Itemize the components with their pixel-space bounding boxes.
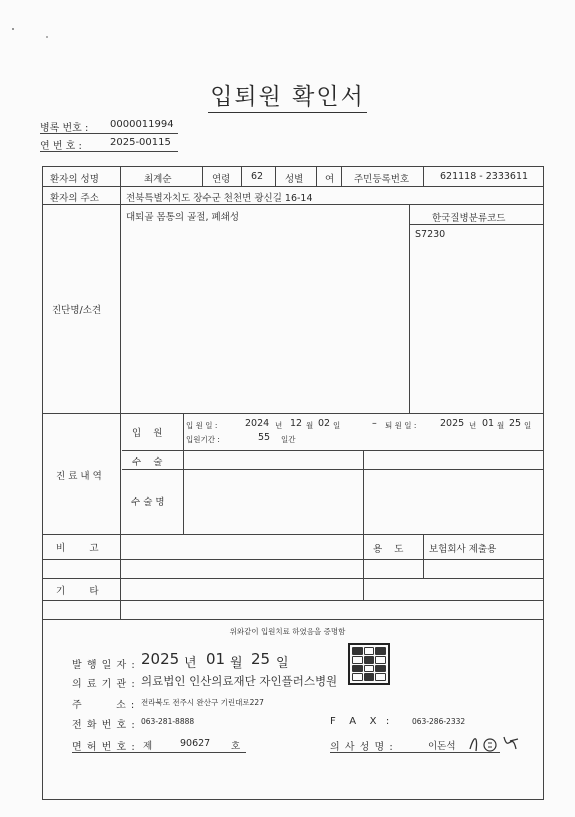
patient-name: 최계순	[144, 174, 172, 185]
patient-rrn: 621118 - 2333611	[440, 171, 529, 182]
doctor-name: 이돈석	[428, 741, 456, 752]
chart-number-label: 병록 번호 :	[40, 123, 89, 134]
scan-speck	[12, 28, 14, 30]
age-label: 연령	[212, 174, 231, 185]
day-unit: 일	[524, 421, 532, 430]
chart-number-underline	[40, 133, 178, 134]
serial-number: 2025-00115	[110, 137, 171, 148]
scan-speck	[46, 36, 48, 38]
purpose-value: 보험회사 제출용	[429, 544, 497, 555]
label-column-divider	[120, 166, 121, 619]
admit-year: 2024	[245, 418, 270, 429]
patient-name-label: 환자의 성명	[50, 174, 99, 185]
discharge-year: 2025	[440, 418, 465, 429]
row-divider	[42, 413, 544, 414]
purpose-label: 용 도	[373, 544, 404, 555]
year-unit: 년	[469, 421, 477, 430]
col-divider	[241, 166, 242, 186]
remarks-label: 비 고	[56, 543, 99, 554]
treatment-label: 진 료 내 역	[56, 471, 102, 482]
serial-number-label: 연 번 호 :	[40, 141, 82, 152]
diagnosis-label: 진단명/소견	[52, 305, 102, 316]
patient-sex: 여	[325, 174, 335, 185]
row-divider	[42, 619, 544, 620]
col-divider	[423, 166, 424, 186]
col-divider	[183, 413, 184, 534]
row-divider	[42, 534, 544, 535]
admission-label: 입 원	[132, 428, 163, 439]
license-suffix: 호	[231, 741, 241, 752]
chart-number: 0000011994	[110, 119, 174, 130]
certify-text: 위와같이 입원치료 하였음을 증명함	[229, 627, 346, 636]
license-label: 면 허 번 호 :	[72, 742, 136, 753]
other-label: 기 타	[56, 586, 99, 597]
discharge-day: 25	[509, 418, 522, 429]
duration-label: 입원기간 :	[186, 435, 220, 444]
year-unit: 년	[275, 421, 283, 430]
issue-month-unit: 월	[230, 656, 243, 671]
doctor-signature	[466, 727, 526, 759]
document-title: 입퇴원 확인서	[0, 78, 575, 111]
disease-code-label: 한국질병분류코드	[432, 213, 506, 224]
patient-address: 전북특별자치도 장수군 천천면 광신길 16-14	[126, 193, 313, 204]
fax-number: 063-286-2332	[412, 717, 466, 726]
code-header-divider	[410, 224, 544, 225]
month-unit: 월	[306, 421, 314, 430]
day-unit: 일	[333, 421, 341, 430]
surgery-label: 수 술	[132, 457, 163, 468]
row-divider	[42, 204, 544, 205]
col-divider	[275, 166, 276, 186]
date-dash: –	[372, 418, 377, 429]
discharge-date-label: 퇴 원 일 :	[385, 421, 417, 430]
patient-age: 62	[251, 171, 264, 182]
hospital-seal-stamp	[348, 643, 390, 685]
institution-name: 의료법인 인산의료재단 자인플러스병원	[141, 674, 338, 688]
row-divider	[42, 186, 544, 187]
row-divider	[42, 578, 544, 579]
col-divider	[363, 450, 364, 600]
col-divider	[316, 166, 317, 186]
month-unit: 월	[497, 421, 505, 430]
institution-address: 전라북도 전주시 완산구 기린대로227	[141, 698, 264, 707]
sex-label: 성별	[285, 174, 304, 185]
row-divider	[122, 469, 544, 470]
rrn-label: 주민등록번호	[354, 174, 410, 185]
doctor-label: 의 사 성 명 :	[330, 742, 394, 753]
discharge-month: 01	[482, 418, 495, 429]
license-prefix: 제	[143, 741, 153, 752]
row-divider	[42, 600, 544, 601]
surgery-name-label: 수 술 명	[131, 497, 165, 508]
admission-duration: 55	[258, 432, 271, 443]
address-footer-label: 주 소 :	[72, 700, 136, 711]
diagnosis-text: 대퇴골 몸통의 골절, 폐쇄성	[126, 212, 240, 223]
disease-code: S7230	[415, 229, 446, 240]
issue-day: 25	[251, 650, 271, 668]
institution-label: 의 료 기 관 :	[72, 679, 136, 690]
phone-number: 063-281-8888	[141, 717, 195, 726]
code-column-divider	[409, 204, 410, 413]
row-divider	[122, 450, 544, 451]
issue-date-label: 발 행 일 자 :	[72, 660, 136, 671]
license-underline	[72, 752, 246, 753]
col-divider	[202, 166, 203, 186]
col-divider	[423, 534, 424, 578]
issue-day-unit: 일	[276, 656, 289, 671]
admit-date-label: 입 원 일 :	[186, 421, 218, 430]
admit-month: 12	[290, 418, 303, 429]
address-label: 환자의 주소	[50, 193, 99, 204]
col-divider	[341, 166, 342, 186]
phone-label: 전 화 번 호 :	[72, 720, 136, 731]
duration-unit: 일간	[281, 435, 296, 444]
admit-day: 02	[318, 418, 331, 429]
issue-year-unit: 년	[184, 656, 197, 671]
row-divider	[42, 559, 544, 560]
fax-label: F A X :	[330, 716, 391, 727]
issue-month: 01	[206, 650, 226, 668]
license-number: 90627	[180, 738, 211, 749]
issue-year: 2025	[141, 650, 180, 668]
serial-number-underline	[40, 151, 178, 152]
